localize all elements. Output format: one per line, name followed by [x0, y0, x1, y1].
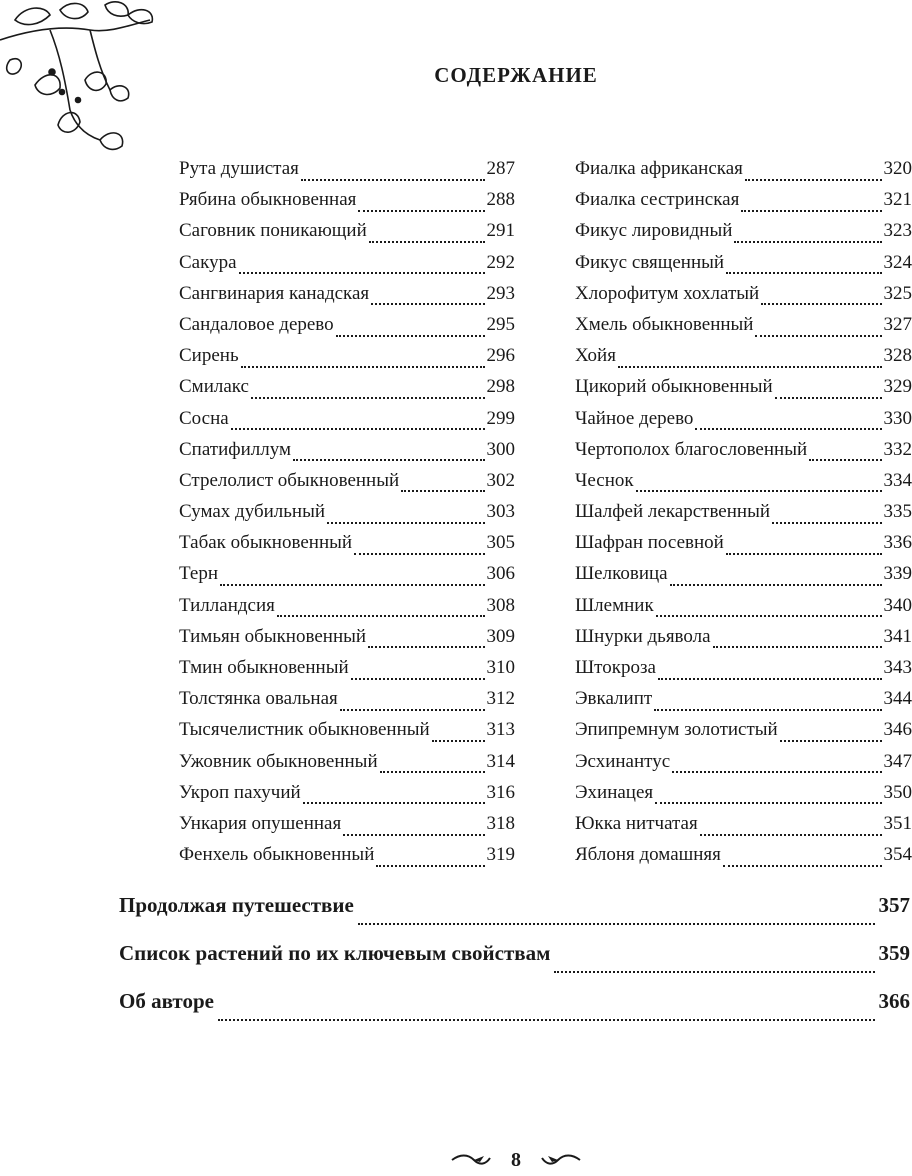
dot-leader — [343, 834, 484, 836]
entry-title: Эвкалипт — [575, 688, 653, 710]
toc-entry[interactable] — [575, 563, 912, 594]
entry-title: Шафран посевной — [575, 532, 724, 554]
toc-entry[interactable] — [575, 439, 912, 470]
entry-title: Фиалка сестринская — [575, 189, 740, 211]
toc-entry[interactable] — [179, 252, 515, 283]
dot-leader — [301, 179, 485, 181]
toc-entry[interactable] — [179, 189, 515, 220]
toc-entry[interactable] — [179, 782, 515, 813]
toc-entry[interactable] — [179, 532, 515, 563]
entry-title: Сангвинария канадская — [179, 282, 370, 304]
toc-entry[interactable] — [575, 751, 912, 782]
dot-leader — [726, 272, 881, 274]
dot-leader — [636, 490, 882, 492]
entry-page-number: 296 — [486, 345, 515, 367]
toc-entry[interactable] — [179, 158, 515, 189]
dot-leader — [351, 678, 485, 680]
toc-entry[interactable] — [179, 595, 515, 626]
entry-page-number: 359 — [878, 941, 910, 965]
toc-entry[interactable] — [575, 345, 912, 376]
entry-page-number: 335 — [883, 501, 912, 523]
entry-page-number: 310 — [486, 657, 515, 678]
entry-title: Чеснок — [575, 469, 634, 491]
entry-title: Толстянка овальная — [179, 688, 338, 710]
entry-page-number: 302 — [486, 469, 515, 491]
entry-page-number: 320 — [883, 158, 912, 179]
entry-title: Терн — [179, 563, 218, 585]
toc-entry[interactable] — [575, 501, 912, 532]
toc-entry[interactable] — [179, 314, 515, 345]
toc-entry[interactable] — [179, 751, 515, 782]
entry-title: Сумах дубильный — [179, 501, 326, 523]
toc-entry[interactable] — [575, 252, 912, 283]
entry-title: Чайное дерево — [575, 407, 694, 429]
entry-page-number: 313 — [486, 719, 515, 741]
entry-page-number: 305 — [486, 532, 515, 554]
entry-title: Сандаловое дерево — [179, 313, 334, 335]
entry-page-number: 287 — [486, 158, 515, 179]
dot-leader — [654, 709, 881, 711]
toc-entry[interactable] — [179, 563, 515, 594]
toc-entry[interactable] — [575, 189, 912, 220]
entry-page-number: 324 — [883, 251, 912, 273]
entry-title: Фикус лировидный — [575, 220, 733, 242]
entry-title: Смилакс — [179, 376, 249, 398]
dot-leader — [723, 865, 882, 867]
toc-entry[interactable] — [179, 470, 515, 501]
page-footer — [0, 1148, 912, 1172]
entry-title: Сирень — [179, 345, 239, 367]
entry-title: Продолжая путешествие — [119, 893, 354, 917]
toc-entry[interactable] — [575, 595, 912, 626]
entry-page-number: 340 — [883, 594, 912, 616]
toc-entry[interactable] — [575, 220, 912, 251]
toc-entry[interactable] — [575, 688, 912, 719]
entry-title: Тилландсия — [179, 594, 275, 616]
entry-title: Хойя — [575, 345, 616, 367]
flourish-icon — [540, 1152, 582, 1168]
dot-leader — [656, 615, 882, 617]
entry-page-number: 334 — [883, 469, 912, 491]
entry-page-number: 332 — [883, 438, 912, 460]
entry-page-number: 325 — [883, 282, 912, 304]
entry-title: Фенхель обыкновенный — [179, 844, 375, 866]
dot-leader — [658, 678, 882, 680]
entry-title: Эхинацея — [575, 781, 654, 803]
dot-leader — [239, 272, 485, 274]
entry-page-number: 366 — [878, 989, 910, 1013]
dot-leader — [741, 210, 881, 212]
entry-title: Шнурки дьявола — [575, 625, 711, 647]
dot-leader — [713, 646, 882, 648]
dot-leader — [655, 802, 881, 804]
toc-entry[interactable] — [179, 657, 515, 688]
dot-leader — [293, 459, 485, 461]
page-title: СОДЕРЖАНИЕ — [434, 63, 598, 87]
entry-page-number: 344 — [883, 688, 912, 710]
dot-leader — [780, 740, 882, 742]
toc-entry[interactable] — [575, 782, 912, 813]
entry-title: Штокроза — [575, 657, 656, 678]
entry-title: Юкка нитчатая — [575, 812, 698, 834]
toc-entry[interactable] — [575, 283, 912, 314]
toc-entry[interactable] — [179, 283, 515, 314]
entry-title: Фикус священный — [575, 251, 725, 273]
entry-title: Эсхинантус — [575, 750, 671, 772]
dot-leader — [303, 802, 485, 804]
entry-page-number: 308 — [486, 594, 515, 616]
entry-page-number: 298 — [486, 376, 515, 398]
flourish-icon — [450, 1152, 492, 1168]
entry-page-number: 295 — [486, 313, 515, 335]
toc-entry[interactable] — [179, 719, 515, 750]
entry-title: Хлорофитум хохлатый — [575, 282, 760, 304]
entry-page-number: 336 — [883, 532, 912, 554]
entry-title: Ужовник обыкновенный — [179, 750, 378, 772]
entry-title: Ункария опушенная — [179, 812, 342, 834]
entry-page-number: 321 — [883, 189, 912, 211]
toc-entry[interactable] — [179, 220, 515, 251]
dot-leader — [745, 179, 882, 181]
dot-leader — [761, 303, 881, 305]
dot-leader — [672, 771, 881, 773]
toc-entry[interactable] — [179, 439, 515, 470]
entry-page-number: 329 — [883, 376, 912, 398]
entry-page-number: 328 — [883, 345, 912, 367]
entry-title: Рута душистая — [179, 158, 299, 179]
toc-entry[interactable] — [179, 408, 515, 439]
entry-page-number: 341 — [883, 625, 912, 647]
entry-title: Список растений по их ключевым свойствам — [119, 941, 551, 965]
entry-title: Яблоня домашняя — [575, 844, 721, 866]
entry-title: Стрелолист обыкновенный — [179, 469, 400, 491]
toc-entry[interactable] — [575, 657, 912, 688]
entry-title: Тмин обыкновенный — [179, 657, 349, 678]
dot-leader — [354, 553, 484, 555]
entry-title: Об авторе — [119, 989, 214, 1013]
dot-leader — [277, 615, 485, 617]
entry-page-number: 314 — [486, 750, 515, 772]
dot-leader — [218, 1019, 875, 1021]
dot-leader — [340, 709, 485, 711]
dot-leader — [775, 397, 882, 399]
dot-leader — [809, 459, 881, 461]
dot-leader — [369, 241, 485, 243]
main-sections — [119, 893, 910, 1037]
entry-title: Спатифиллум — [179, 438, 291, 460]
dot-leader — [726, 553, 882, 555]
dot-leader — [380, 771, 485, 773]
entry-page-number: 354 — [883, 844, 912, 866]
entry-title: Фиалка африканская — [575, 158, 743, 179]
toc-entry[interactable] — [575, 719, 912, 750]
toc-entry[interactable] — [179, 813, 515, 844]
entry-page-number: 343 — [883, 657, 912, 678]
entry-title: Чертополох благословенный — [575, 438, 808, 460]
dot-leader — [772, 522, 881, 524]
entry-title: Хмель обыкновенный — [575, 313, 754, 335]
entry-page-number: 346 — [883, 719, 912, 741]
entry-title: Цикорий обыкновенный — [575, 376, 773, 398]
dot-leader — [358, 210, 484, 212]
dot-leader — [241, 366, 485, 368]
entry-page-number: 347 — [883, 750, 912, 772]
dot-leader — [554, 971, 874, 973]
entry-page-number: 292 — [486, 251, 515, 273]
toc-entry[interactable] — [575, 626, 912, 657]
entry-page-number: 312 — [486, 688, 515, 710]
dot-leader — [368, 646, 484, 648]
toc-entry[interactable] — [575, 532, 912, 563]
entry-page-number: 303 — [486, 501, 515, 523]
entry-page-number: 288 — [486, 189, 515, 211]
entry-page-number: 357 — [878, 893, 910, 917]
section-entry[interactable] — [119, 893, 910, 941]
entry-title: Эпипремнум золотистый — [575, 719, 778, 741]
dot-leader — [336, 335, 485, 337]
toc-entry[interactable] — [179, 376, 515, 407]
toc-entry[interactable] — [575, 314, 912, 345]
entry-title: Табак обыкновенный — [179, 532, 353, 554]
dot-leader — [700, 834, 882, 836]
entry-page-number: 330 — [883, 407, 912, 429]
dot-leader — [371, 303, 484, 305]
toc-entry[interactable] — [179, 844, 515, 875]
dot-leader — [401, 490, 484, 492]
entry-page-number: 350 — [883, 781, 912, 803]
dot-leader — [618, 366, 882, 368]
toc-entry[interactable] — [179, 501, 515, 532]
dot-leader — [376, 865, 484, 867]
dot-leader — [670, 584, 882, 586]
dot-leader — [231, 428, 485, 430]
toc-entry[interactable] — [179, 626, 515, 657]
entry-page-number: 319 — [486, 844, 515, 866]
entry-page-number: 339 — [883, 563, 912, 585]
entry-page-number: 293 — [486, 282, 515, 304]
toc-entry[interactable] — [575, 813, 912, 844]
entry-page-number: 316 — [486, 781, 515, 803]
toc-entry[interactable] — [575, 376, 912, 407]
toc-entry[interactable] — [179, 345, 515, 376]
entry-page-number: 299 — [486, 407, 515, 429]
dot-leader — [327, 522, 484, 524]
toc-entry[interactable] — [575, 470, 912, 501]
dot-leader — [734, 241, 881, 243]
dot-leader — [358, 923, 875, 925]
entry-title: Саговник поникающий — [179, 220, 367, 242]
entry-page-number: 306 — [486, 563, 515, 585]
dot-leader — [695, 428, 881, 430]
toc-entry[interactable] — [575, 408, 912, 439]
toc-column-left — [179, 158, 515, 875]
entry-title: Шелковица — [575, 563, 668, 585]
entry-page-number: 291 — [486, 220, 515, 242]
entry-page-number: 351 — [883, 812, 912, 834]
dot-leader — [755, 335, 881, 337]
dot-leader — [220, 584, 485, 586]
toc-column-right — [575, 158, 912, 875]
page-number: 8 — [511, 1148, 521, 1171]
entry-title: Сакура — [179, 251, 237, 273]
entry-title: Тысячелистник обыкновенный — [179, 719, 430, 741]
toc-entry[interactable] — [575, 844, 912, 875]
entry-title: Шалфей лекарственный — [575, 501, 771, 523]
entry-page-number: 327 — [883, 313, 912, 335]
dot-leader — [432, 740, 485, 742]
entry-page-number: 309 — [486, 625, 515, 647]
entry-title: Сосна — [179, 407, 229, 429]
section-entry[interactable] — [119, 941, 910, 989]
entry-title: Рябина обыкновенная — [179, 189, 357, 211]
toc-entry[interactable] — [575, 158, 912, 189]
entry-page-number: 323 — [883, 220, 912, 242]
dot-leader — [251, 397, 485, 399]
toc-entry[interactable] — [179, 688, 515, 719]
entry-title: Тимьян обыкновенный — [179, 625, 367, 647]
entry-title: Шлемник — [575, 594, 654, 616]
section-entry[interactable] — [119, 989, 910, 1037]
entry-page-number: 300 — [486, 438, 515, 460]
entry-page-number: 318 — [486, 812, 515, 834]
entry-title: Укроп пахучий — [179, 781, 301, 803]
